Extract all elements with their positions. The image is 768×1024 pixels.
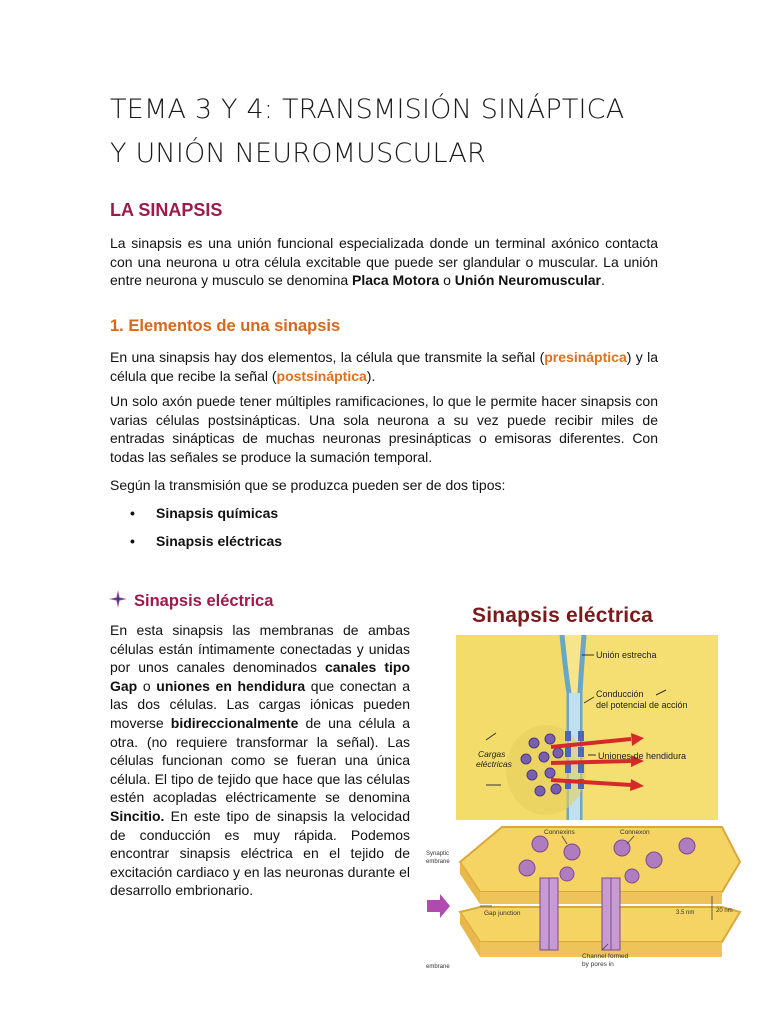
- electrical-synapse-figure: [456, 635, 718, 820]
- elements-paragraph: En una sinapsis hay dos elementos, la célula que transmite la señal (presináptica) y la célula que recibe la señal (postsináptica).: [110, 349, 658, 384]
- section-heading-sinapsis: LA SINAPSIS: [110, 200, 223, 220]
- page-title: [110, 88, 670, 176]
- subheading-sinapsis-electrica: Sinapsis eléctrica: [108, 589, 273, 611]
- label-connexins: Connexins: [544, 829, 575, 836]
- term-union-neuromuscular: Unión Neuromuscular: [454, 272, 602, 289]
- label-uniones-hendidura: Uniones de hendidura: [598, 751, 687, 761]
- bullet-icon: •: [130, 533, 135, 549]
- electrica-paragraph: En esta sinapsis las membranas de ambas células están íntimamente conectadas y unidas por unos canales denominados canales tipo Gap o uniones en hendidura que conectan a las dos células. Las cargas iónicas pueden moverse bidireccionalmente de una célula a otra. (no requiere transformar la señal). Las células funcionan como se fueran una única célula. El tipo de tejido que hace que las células estén acopladas eléctricamente se denomina Sincitio. En este tipo de sinapsis la velocidad de conducción es muy rápida. Podemos encontrar sinapsis eléctrica en el tejido de excitación cardiaco y en las neuronas durante el desarrollo embrionario.: [110, 622, 411, 899]
- term-placa-motora: Placa Motora: [352, 272, 440, 289]
- gap-junction-figure: [422, 822, 752, 970]
- label-membrane: embrane: [426, 859, 450, 865]
- title-line-1: TEMA 3 Y 4: TRANSMISIÓN SINÁPTICA: [110, 94, 625, 125]
- term-sincitio: Sincitio.: [110, 807, 165, 824]
- bullet-icon: •: [130, 505, 135, 521]
- term-canales-gap: canales tipo Gap: [110, 659, 411, 694]
- star-bullet-icon: [108, 589, 128, 609]
- label-cargas: Cargas: [478, 749, 506, 759]
- label-gap-junction: Gap junction: [484, 910, 521, 917]
- term-bidireccionalmente: bidireccionalmente: [170, 714, 299, 731]
- label-by-pores: by pores in: [582, 961, 614, 968]
- types-intro-paragraph: Según la transmisión que se produzca pueden ser de dos tipos:: [110, 477, 506, 493]
- label-connexon: Connexon: [620, 829, 650, 836]
- term-presinaptica: presináptica: [544, 349, 627, 365]
- axon-paragraph: Un solo axón puede tener múltiples ramificaciones, lo que le permite hacer sinapsis con varias células postsinápticas. Una sola neurona a su vez puede recibir miles de entradas sinápticas de muchas neuronas presinápticas o emisoras diferentes. Con todas las señales se produce la sumación temporal.: [110, 393, 658, 465]
- label-bottom-membrane: embrane: [426, 964, 450, 970]
- label-synaptic: Synaptic: [426, 851, 450, 857]
- term-postsinaptica: postsináptica: [276, 367, 367, 384]
- label-channel-formed: Channel formed: [582, 953, 629, 960]
- intro-paragraph: La sinapsis es una unión funcional especializada donde un terminal axónico contacta con una neurona u otra célula excitable que puede ser glandular o muscular. La unión entre neurona y musculo se denomina Placa Motora o Unión Neuromuscular.: [110, 235, 658, 289]
- term-uniones-hendidura: uniones en hendidura: [156, 677, 306, 694]
- label-3-5-nm: 3.5 nm: [676, 910, 695, 916]
- title-line-2: Y UNIÓN NEUROMUSCULAR: [110, 138, 486, 169]
- label-electricas: eléctricas: [476, 759, 512, 769]
- figure-title: Sinapsis eléctrica: [472, 604, 654, 627]
- list-item: • Sinapsis químicas: [130, 505, 279, 521]
- subheading-elementos: 1. Elementos de una sinapsis: [110, 317, 341, 335]
- label-potencial: del potencial de acción: [596, 700, 688, 710]
- label-conduccion: Conducción: [596, 689, 644, 699]
- synapse-types-list: [130, 505, 282, 561]
- list-item: • Sinapsis eléctricas: [130, 533, 283, 549]
- label-union-estrecha: Unión estrecha: [596, 650, 657, 660]
- label-20-nm: 20 nm: [716, 908, 733, 914]
